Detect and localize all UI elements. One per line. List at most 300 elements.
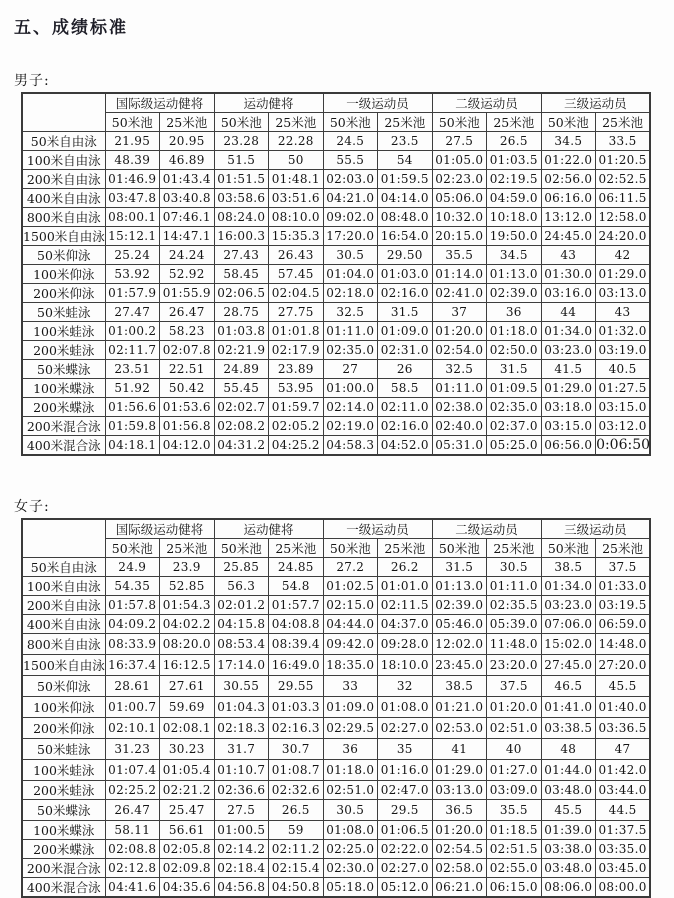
value-cell: 01:48.1	[269, 170, 324, 189]
value-cell: 25.24	[105, 246, 160, 265]
page-title: 五、成绩标准	[14, 18, 128, 38]
value-cell: 15:12.1	[105, 227, 160, 246]
value-cell: 01:59.5	[378, 170, 433, 189]
event-cell: 200米仰泳	[22, 284, 105, 303]
value-cell: 03:23.0	[541, 596, 596, 615]
value-cell: 29.5	[378, 800, 433, 821]
value-cell: 19:50.0	[487, 227, 542, 246]
value-cell: 26.47	[160, 303, 215, 322]
value-cell: 04:21.0	[323, 189, 378, 208]
event-cell: 200米混合泳	[22, 417, 105, 436]
value-cell: 36	[323, 739, 378, 760]
men-section	[14, 70, 674, 456]
pool-header: 25米池	[160, 113, 215, 132]
value-cell: 01:51.5	[214, 170, 269, 189]
pool-header: 50米池	[323, 539, 378, 558]
value-cell: 37.5	[596, 558, 651, 577]
value-cell: 02:53.0	[432, 718, 487, 739]
value-cell: 01:34.0	[541, 577, 596, 596]
pool-header: 25米池	[160, 539, 215, 558]
value-cell: 01:56.8	[160, 417, 215, 436]
pool-header: 25米池	[378, 113, 433, 132]
value-cell: 27	[323, 360, 378, 379]
event-cell: 50米仰泳	[22, 676, 105, 697]
event-cell: 200米混合泳	[22, 859, 105, 878]
value-cell: 27.75	[269, 303, 324, 322]
value-cell: 03:48.0	[541, 859, 596, 878]
value-cell: 04:18.1	[105, 436, 160, 456]
value-cell: 59	[269, 821, 324, 840]
value-cell: 01:27.0	[487, 760, 542, 781]
value-cell: 37.5	[487, 676, 542, 697]
value-cell: 01:56.6	[105, 398, 160, 417]
value-cell: 16:49.0	[269, 655, 324, 676]
women-standards-table	[21, 518, 651, 898]
table-row	[22, 840, 650, 859]
group-header: 一级运动员	[323, 93, 432, 113]
value-cell: 51.92	[105, 379, 160, 398]
value-cell: 01:57.7	[269, 596, 324, 615]
value-cell: 33.5	[596, 132, 651, 151]
event-cell: 200米自由泳	[22, 596, 105, 615]
value-cell: 03:44.0	[596, 781, 651, 800]
pool-header: 25米池	[487, 539, 542, 558]
value-cell: 01:59.8	[105, 417, 160, 436]
value-cell: 02:18.3	[214, 718, 269, 739]
value-cell: 06:56.0	[541, 436, 596, 456]
table-row	[22, 227, 650, 246]
table-row	[22, 360, 650, 379]
event-cell: 100米仰泳	[22, 697, 105, 718]
value-cell: 01:53.6	[160, 398, 215, 417]
table-row	[22, 676, 650, 697]
value-cell: 01:04.3	[214, 697, 269, 718]
value-cell: 02:35.5	[487, 596, 542, 615]
value-cell: 01:54.3	[160, 596, 215, 615]
value-cell: 08:53.4	[214, 634, 269, 655]
value-cell: 02:54.0	[432, 341, 487, 360]
pool-header: 50米池	[432, 113, 487, 132]
value-cell: 01:06.5	[378, 821, 433, 840]
value-cell: 04:44.0	[323, 615, 378, 634]
value-cell: 08:00.1	[105, 208, 160, 227]
value-cell: 02:09.8	[160, 859, 215, 878]
value-cell: 03:15.0	[541, 417, 596, 436]
value-cell: 01:41.0	[541, 697, 596, 718]
value-cell: 56.61	[160, 821, 215, 840]
value-cell: 01:46.9	[105, 170, 160, 189]
value-cell: 02:54.5	[432, 840, 487, 859]
value-cell: 23:20.0	[487, 655, 542, 676]
value-cell: 02:01.2	[214, 596, 269, 615]
group-header: 运动健将	[214, 93, 323, 113]
value-cell: 01:22.0	[541, 151, 596, 170]
value-cell: 02:25.2	[105, 781, 160, 800]
value-cell: 24:45.0	[541, 227, 596, 246]
value-cell: 14:47.1	[160, 227, 215, 246]
value-cell: 01:08.0	[323, 821, 378, 840]
value-cell: 37	[432, 303, 487, 322]
value-cell: 02:05.8	[160, 840, 215, 859]
value-cell: 02:35.0	[487, 398, 542, 417]
value-cell: 08:33.9	[105, 634, 160, 655]
event-cell: 100米蝶泳	[22, 821, 105, 840]
value-cell: 01:13.0	[432, 577, 487, 596]
table-row	[22, 558, 650, 577]
value-cell: 06:59.0	[596, 615, 651, 634]
value-cell: 58.23	[160, 322, 215, 341]
value-cell: 02:55.0	[487, 859, 542, 878]
value-cell: 02:14.0	[323, 398, 378, 417]
value-cell: 30.23	[160, 739, 215, 760]
value-cell: 50.42	[160, 379, 215, 398]
value-cell: 01:34.0	[541, 322, 596, 341]
value-cell: 23.9	[160, 558, 215, 577]
event-cell: 100米自由泳	[22, 577, 105, 596]
value-cell: 52.85	[160, 577, 215, 596]
value-cell: 02:18.4	[214, 859, 269, 878]
value-cell: 56.3	[214, 577, 269, 596]
value-cell: 06:21.0	[432, 878, 487, 898]
value-cell: 02:10.1	[105, 718, 160, 739]
value-cell: 01:44.0	[541, 760, 596, 781]
value-cell: 02:16.0	[378, 284, 433, 303]
table-row	[22, 246, 650, 265]
value-cell: 30.55	[214, 676, 269, 697]
group-header: 二级运动员	[432, 519, 541, 539]
value-cell: 03:58.6	[214, 189, 269, 208]
value-cell: 27.43	[214, 246, 269, 265]
table-row	[22, 303, 650, 322]
value-cell: 01:08.0	[378, 697, 433, 718]
value-cell: 01:03.8	[214, 322, 269, 341]
value-cell: 01:30.0	[541, 265, 596, 284]
value-cell: 01:20.0	[432, 322, 487, 341]
group-header: 一级运动员	[323, 519, 432, 539]
value-cell: 31.5	[378, 303, 433, 322]
value-cell: 02:12.8	[105, 859, 160, 878]
event-cell: 800米自由泳	[22, 208, 105, 227]
pool-header-row	[22, 113, 650, 132]
event-cell: 50米蝶泳	[22, 800, 105, 821]
value-cell: 02:16.0	[378, 417, 433, 436]
value-cell: 06:15.0	[487, 878, 542, 898]
value-cell: 04:37.0	[378, 615, 433, 634]
value-cell: 14:48.0	[596, 634, 651, 655]
value-cell: 26.5	[269, 800, 324, 821]
value-cell: 05:18.0	[323, 878, 378, 898]
pool-header: 25米池	[596, 539, 651, 558]
value-cell: 01:20.5	[596, 151, 651, 170]
value-cell: 05:31.0	[432, 436, 487, 456]
value-cell: 27.5	[214, 800, 269, 821]
value-cell: 29.55	[269, 676, 324, 697]
value-cell: 02:27.0	[378, 859, 433, 878]
value-cell: 08:10.0	[269, 208, 324, 227]
value-cell: 09:42.0	[323, 634, 378, 655]
value-cell: 01:11.0	[432, 379, 487, 398]
value-cell: 27:20.0	[596, 655, 651, 676]
value-cell: 02:11.5	[378, 596, 433, 615]
value-cell: 01:33.0	[596, 577, 651, 596]
value-cell: 01:29.0	[432, 760, 487, 781]
pool-header: 25米池	[269, 113, 324, 132]
value-cell: 36	[487, 303, 542, 322]
value-cell: 26.43	[269, 246, 324, 265]
value-cell: 04:09.2	[105, 615, 160, 634]
value-cell: 08:00.0	[596, 878, 651, 898]
value-cell: 01:20.0	[487, 697, 542, 718]
value-cell: 16:37.4	[105, 655, 160, 676]
value-cell: 16:00.3	[214, 227, 269, 246]
value-cell: 02:18.0	[323, 284, 378, 303]
corner-cell	[22, 93, 105, 132]
value-cell: 24.89	[214, 360, 269, 379]
pool-header: 50米池	[105, 539, 160, 558]
value-cell: 41	[432, 739, 487, 760]
value-cell: 03:19.0	[596, 341, 651, 360]
value-cell: 01:43.4	[160, 170, 215, 189]
event-cell: 100米仰泳	[22, 265, 105, 284]
value-cell: 34.5	[487, 246, 542, 265]
value-cell: 31.23	[105, 739, 160, 760]
value-cell: 25.47	[160, 800, 215, 821]
value-cell: 01:29.0	[541, 379, 596, 398]
value-cell: 24.5	[323, 132, 378, 151]
value-cell: 02:40.0	[432, 417, 487, 436]
value-cell: 53.95	[269, 379, 324, 398]
table-row	[22, 739, 650, 760]
value-cell: 02:41.0	[432, 284, 487, 303]
pool-header: 50米池	[541, 539, 596, 558]
value-cell: 04:31.2	[214, 436, 269, 456]
value-cell: 01:05.0	[432, 151, 487, 170]
value-cell: 12:02.0	[432, 634, 487, 655]
value-cell: 06:11.5	[596, 189, 651, 208]
value-cell: 03:48.0	[541, 781, 596, 800]
table-row	[22, 170, 650, 189]
value-cell: 02:19.5	[487, 170, 542, 189]
value-cell: 01:09.5	[487, 379, 542, 398]
value-cell: 02:08.1	[160, 718, 215, 739]
value-cell: 04:59.0	[487, 189, 542, 208]
pool-header: 50米池	[323, 113, 378, 132]
value-cell: 22.51	[160, 360, 215, 379]
value-cell: 02:51.0	[323, 781, 378, 800]
value-cell: 30.7	[269, 739, 324, 760]
value-cell: 01:13.0	[487, 265, 542, 284]
value-cell: 23.5	[378, 132, 433, 151]
value-cell: 02:51.0	[487, 718, 542, 739]
value-cell: 13:12.0	[541, 208, 596, 227]
event-cell: 50米自由泳	[22, 558, 105, 577]
event-cell: 200米蛙泳	[22, 341, 105, 360]
group-header: 二级运动员	[432, 93, 541, 113]
value-cell: 09:28.0	[378, 634, 433, 655]
value-cell: 08:39.4	[269, 634, 324, 655]
value-cell: 24.24	[160, 246, 215, 265]
value-cell: 01:00.2	[105, 322, 160, 341]
group-header: 运动健将	[214, 519, 323, 539]
value-cell: 01:00.5	[214, 821, 269, 840]
value-cell: 43	[541, 246, 596, 265]
value-cell: 05:39.0	[487, 615, 542, 634]
event-cell: 100米蛙泳	[22, 322, 105, 341]
value-cell: 44	[541, 303, 596, 322]
value-cell: 01:09.0	[378, 322, 433, 341]
event-cell: 50米蝶泳	[22, 360, 105, 379]
group-header-row	[22, 519, 650, 539]
value-cell: 46.89	[160, 151, 215, 170]
value-cell: 08:20.0	[160, 634, 215, 655]
value-cell: 01:14.0	[432, 265, 487, 284]
value-cell: 02:07.8	[160, 341, 215, 360]
pool-header: 25米池	[378, 539, 433, 558]
value-cell: 34.5	[541, 132, 596, 151]
value-cell: 04:35.6	[160, 878, 215, 898]
value-cell: 44.5	[596, 800, 651, 821]
value-cell: 07:46.1	[160, 208, 215, 227]
value-cell: 02:05.2	[269, 417, 324, 436]
value-cell: 28.75	[214, 303, 269, 322]
value-cell: 03:12.0	[596, 417, 651, 436]
value-cell: 04:02.2	[160, 615, 215, 634]
value-cell: 01:11.0	[323, 322, 378, 341]
value-cell: 01:55.9	[160, 284, 215, 303]
value-cell: 28.61	[105, 676, 160, 697]
value-cell: 27.47	[105, 303, 160, 322]
women-section	[14, 496, 674, 898]
value-cell: 01:18.0	[487, 322, 542, 341]
value-cell: 35.5	[432, 246, 487, 265]
value-cell: 43	[596, 303, 651, 322]
table-row	[22, 284, 650, 303]
value-cell: 01:16.0	[378, 760, 433, 781]
value-cell: 24:20.0	[596, 227, 651, 246]
value-cell: 02:08.2	[214, 417, 269, 436]
value-cell: 04:15.8	[214, 615, 269, 634]
value-cell: 15:35.3	[269, 227, 324, 246]
table-row	[22, 208, 650, 227]
event-cell: 200米仰泳	[22, 718, 105, 739]
value-cell: 02:17.9	[269, 341, 324, 360]
table-row	[22, 189, 650, 208]
value-cell: 01:20.0	[432, 821, 487, 840]
value-cell: 02:58.0	[432, 859, 487, 878]
event-cell: 50米蛙泳	[22, 303, 105, 322]
table-row	[22, 760, 650, 781]
value-cell: 02:22.0	[378, 840, 433, 859]
value-cell: 47	[596, 739, 651, 760]
value-cell: 58.5	[378, 379, 433, 398]
value-cell: 35.5	[487, 800, 542, 821]
value-cell: 16:54.0	[378, 227, 433, 246]
value-cell: 01:21.0	[432, 697, 487, 718]
value-cell: 01:00.7	[105, 697, 160, 718]
event-cell: 400米自由泳	[22, 615, 105, 634]
value-cell: 54	[378, 151, 433, 170]
value-cell: 03:23.0	[541, 341, 596, 360]
value-cell: 38.5	[541, 558, 596, 577]
value-cell: 01:09.0	[323, 697, 378, 718]
value-cell: 01:18.5	[487, 821, 542, 840]
value-cell: 03:36.5	[596, 718, 651, 739]
value-cell: 15:02.0	[541, 634, 596, 655]
value-cell: 02:14.2	[214, 840, 269, 859]
value-cell: 23.51	[105, 360, 160, 379]
value-cell: 03:38.5	[541, 718, 596, 739]
value-cell: 25.85	[214, 558, 269, 577]
table-row	[22, 697, 650, 718]
value-cell: 02:56.0	[541, 170, 596, 189]
value-cell: 01:00.0	[323, 379, 378, 398]
value-cell: 55.5	[323, 151, 378, 170]
value-cell: 0:06:50	[596, 437, 651, 453]
pool-header: 50米池	[214, 113, 269, 132]
women-section-label: 女子:	[14, 499, 50, 515]
table-row	[22, 800, 650, 821]
value-cell: 02:27.0	[378, 718, 433, 739]
table-row	[22, 132, 650, 151]
value-cell: 17:14.0	[214, 655, 269, 676]
value-cell: 45.5	[541, 800, 596, 821]
value-cell: 04:58.3	[323, 436, 378, 456]
value-cell: 26.5	[487, 132, 542, 151]
value-cell: 58.45	[214, 265, 269, 284]
value-cell: 02:36.6	[214, 781, 269, 800]
value-cell: 03:13.0	[432, 781, 487, 800]
value-cell: 01:08.7	[269, 760, 324, 781]
value-cell: 01:05.4	[160, 760, 215, 781]
standards-sections	[14, 70, 674, 898]
pool-header: 50米池	[541, 113, 596, 132]
value-cell: 01:03.3	[269, 697, 324, 718]
value-cell: 01:32.0	[596, 322, 651, 341]
value-cell: 41.5	[541, 360, 596, 379]
value-cell: 02:16.3	[269, 718, 324, 739]
table-row	[22, 436, 650, 456]
group-header: 三级运动员	[541, 519, 650, 539]
value-cell: 01:04.0	[323, 265, 378, 284]
value-cell: 02:03.0	[323, 170, 378, 189]
value-cell: 02:35.0	[323, 341, 378, 360]
event-cell: 400米自由泳	[22, 189, 105, 208]
value-cell: 38.5	[432, 676, 487, 697]
value-cell: 57.45	[269, 265, 324, 284]
event-cell: 200米自由泳	[22, 170, 105, 189]
value-cell: 03:18.0	[541, 398, 596, 417]
value-cell: 02:08.8	[105, 840, 160, 859]
event-cell: 200米蝶泳	[22, 840, 105, 859]
pool-header: 25米池	[269, 539, 324, 558]
value-cell: 24.9	[105, 558, 160, 577]
value-cell: 01:03.0	[378, 265, 433, 284]
pool-header: 50米池	[432, 539, 487, 558]
value-cell: 04:14.0	[378, 189, 433, 208]
value-cell: 02:52.5	[596, 170, 651, 189]
table-row	[22, 596, 650, 615]
event-cell: 100米蛙泳	[22, 760, 105, 781]
event-cell: 100米蝶泳	[22, 379, 105, 398]
value-cell: 03:16.0	[541, 284, 596, 303]
value-cell: 03:47.8	[105, 189, 160, 208]
value-cell: 04:08.8	[269, 615, 324, 634]
value-cell: 30.5	[487, 558, 542, 577]
value-cell: 12:58.0	[596, 208, 651, 227]
value-cell: 01:57.9	[105, 284, 160, 303]
value-cell: 08:24.0	[214, 208, 269, 227]
value-cell: 31.7	[214, 739, 269, 760]
